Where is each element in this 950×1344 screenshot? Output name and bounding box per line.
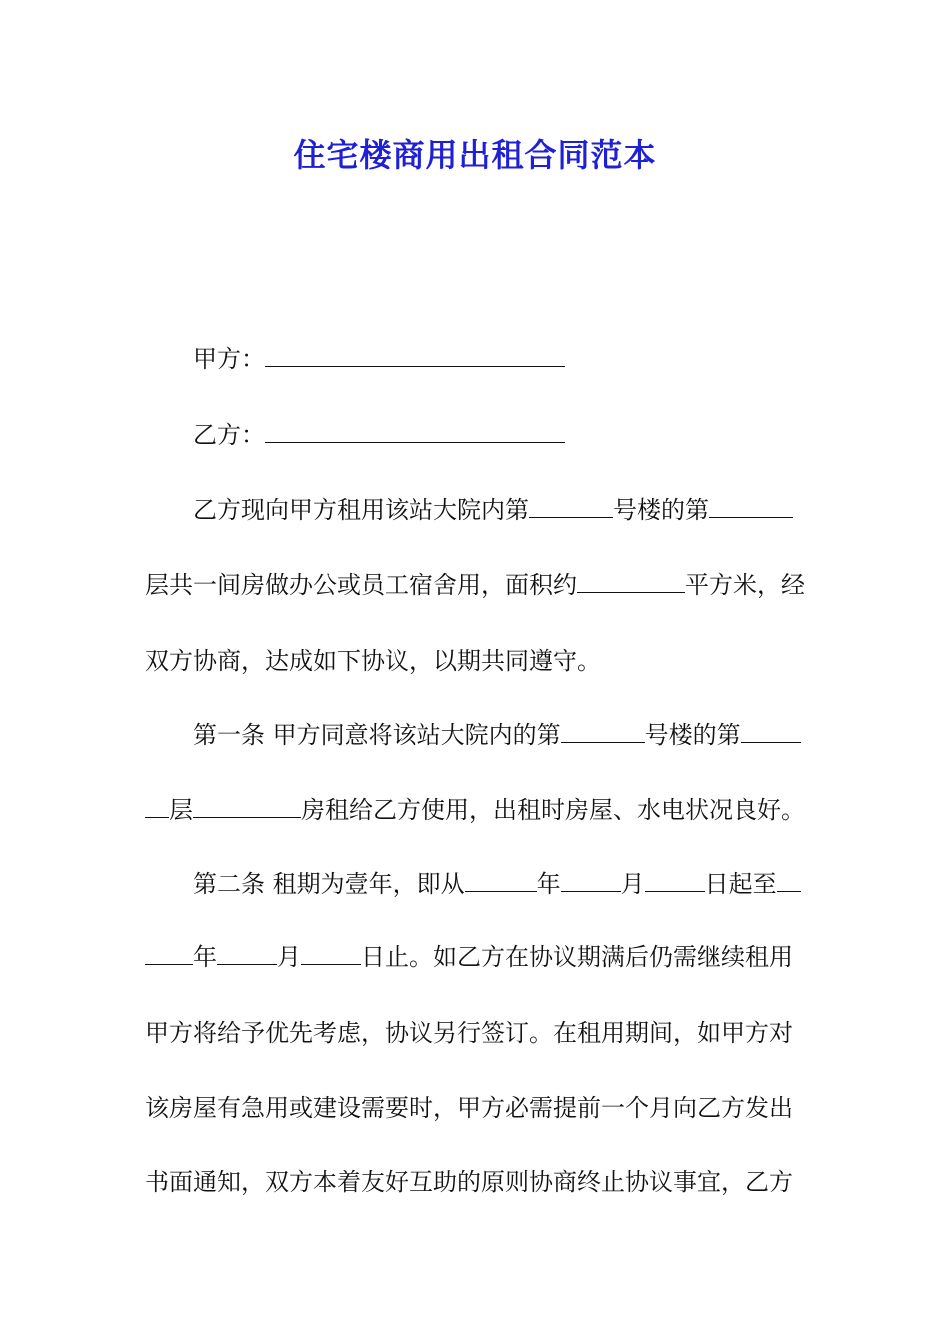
party-b-line (193, 420, 565, 450)
preamble-line-2 (145, 570, 805, 600)
end-month-blank (217, 944, 277, 965)
party-b-blank (265, 422, 565, 443)
article-1-text: 号楼的第 (644, 721, 741, 749)
article-2-text: 第二条 租期为壹年，即从 (193, 870, 465, 898)
article-2-line-1 (193, 869, 801, 899)
article-1-room-blank (193, 797, 301, 818)
article-2-line-5: 书面通知，双方本着友好互助的原则协商终止协议事宜，乙方 (145, 1168, 793, 1196)
building-number-blank (529, 497, 613, 518)
start-day-blank (645, 871, 705, 892)
article-2-text: 日起至 (704, 870, 777, 898)
floor-number-blank (709, 497, 793, 518)
party-a-blank (265, 346, 565, 367)
preamble-text: 乙方现向甲方租用该站大院内第 (193, 496, 529, 524)
party-b-label: 乙方： (193, 421, 265, 449)
end-day-blank (301, 944, 361, 965)
article-1-line-1 (193, 720, 801, 750)
article-2-line-4: 该房屋有急用或建设需要时，甲方必需提前一个月向乙方发出 (145, 1094, 793, 1122)
article-1-floor-blank (741, 722, 801, 743)
article-2-line-2 (145, 942, 793, 972)
article-2-line-3: 甲方将给予优先考虑，协议另行签订。在租用期间，如甲方对 (145, 1019, 793, 1047)
start-year-blank (465, 871, 537, 892)
article-2-text: 月 (277, 943, 301, 971)
preamble-text: 号楼的第 (613, 496, 709, 524)
article-1-text: 第一条 甲方同意将该站大院内的第 (193, 721, 561, 749)
end-year-blank-cont (145, 944, 193, 965)
article-1-building-blank (561, 722, 645, 743)
article-1-line-2 (145, 795, 805, 825)
end-year-blank (777, 871, 801, 892)
preamble-line-1 (193, 495, 793, 525)
article-2-text: 年 (536, 870, 561, 898)
area-blank (577, 572, 685, 593)
preamble-line-3: 双方协商，达成如下协议，以期共同遵守。 (145, 647, 601, 675)
article-2-text: 月 (620, 870, 645, 898)
party-a-line (193, 344, 565, 374)
party-a-label: 甲方： (193, 345, 265, 373)
article-1-text: 房租给乙方使用，出租时房屋、水电状况良好。 (301, 796, 805, 824)
article-2-text: 日止。如乙方在协议期满后仍需继续租用 (361, 943, 793, 971)
preamble-text: 层共一间房做办公或员工宿舍用，面积约 (145, 571, 577, 599)
start-month-blank (561, 871, 621, 892)
article-2-text: 年 (193, 943, 217, 971)
document-title: 住宅楼商用出租合同范本 (293, 136, 657, 174)
article-1-floor-blank-cont (145, 797, 169, 818)
preamble-text: 平方米，经 (685, 571, 805, 599)
article-1-text: 层 (169, 796, 193, 824)
